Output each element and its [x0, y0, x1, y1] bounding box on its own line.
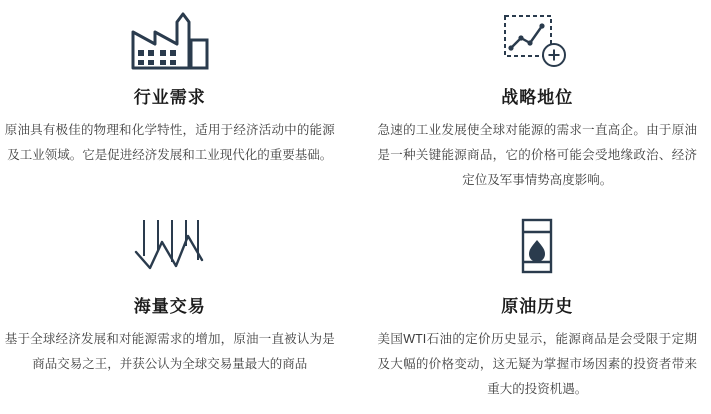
card-title: 原油历史 [501, 297, 574, 316]
card-body: 美国WTI石油的定价历史显示，能源商品是会受限于定期及大幅的价格变动，这无疑为掌握市场因素的投资者带来重大的投资机遇。 [377, 332, 697, 397]
card-title: 海量交易 [133, 297, 206, 316]
card-body: 原油具有极佳的物理和化学特性，适用于经济活动中的能源及工业领域。它是促进经济发展和工业现代化的重要基础。 [4, 123, 335, 163]
feature-card-industry-demand [0, 0, 356, 207]
feature-card-mass-trading [0, 207, 356, 414]
feature-card-strategic-position [356, 0, 711, 207]
oil-barrel-icon [511, 207, 563, 291]
feature-card-oil-history [356, 207, 711, 414]
card-title: 行业需求 [133, 88, 206, 107]
card-title: 战略地位 [501, 88, 574, 107]
card-body: 急速的工业发展使全球对能源的需求一直高企。由于原油是一种关键能源商品，它的价格可能会受地缘政治、经济定位及军事情势高度影响。 [377, 123, 697, 188]
factory-icon [127, 0, 213, 82]
chart-plus-icon [501, 0, 573, 82]
volatility-chart-icon [132, 207, 208, 291]
card-body: 基于全球经济发展和对能源需求的增加，原油一直被认为是商品交易之王，并获公认为全球交易量最大的商品 [4, 332, 335, 372]
